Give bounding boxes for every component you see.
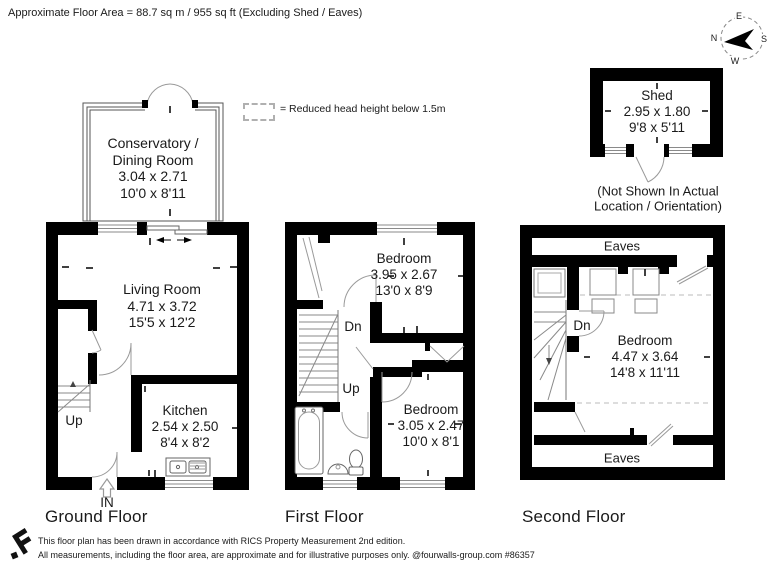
second-floor-stairs-icon (534, 269, 566, 400)
room-size-metric: 2.95 x 1.80 (623, 104, 691, 120)
room-size-metric: 3.95 x 2.67 (370, 267, 438, 283)
room-size-imperial: 9'8 x 5'11 (629, 119, 685, 135)
second-floor-title: Second Floor (522, 507, 626, 526)
room-name: Conservatory / (107, 134, 199, 151)
compass-icon (721, 17, 763, 59)
compass-north-label: N (710, 33, 718, 43)
stairs-up-label-first: Up (342, 381, 360, 397)
entrance-in-label: IN (100, 495, 114, 511)
compass-south-label: S (760, 34, 768, 44)
legend-text: = Reduced head height below 1.5m (280, 103, 446, 115)
conservatory-label (107, 135, 198, 201)
room-size-imperial: 10'0 x 8'1 (402, 433, 460, 449)
room-name: Shed (641, 88, 673, 104)
floor-area-note: Approximate Floor Area = 88.7 sq m / 955 sq ft (Excluding Shed / Eaves) (8, 7, 363, 19)
footer-measurements-note: All measurements, including the floor area, are approximate and for illustrative purposes only. @fourwalls-group.com #86357 (38, 550, 535, 560)
reduced-head-height-swatch (243, 103, 275, 121)
first-floor-title: First Floor (285, 507, 364, 526)
stairs-down-label-first: Dn (344, 319, 362, 335)
bedroom-back-label (398, 402, 465, 450)
room-size-imperial: 10'0 x 8'11 (120, 184, 186, 201)
room-name: Bedroom (376, 251, 432, 267)
room-name: Dining Room (112, 151, 194, 168)
stairs-down-label-second: Dn (573, 318, 591, 334)
bathroom-fixtures (295, 407, 363, 475)
shed-note-line: (Not Shown In Actual (597, 183, 719, 199)
eaves-front-label: Eaves (603, 238, 641, 254)
compass-east-label: E (735, 11, 743, 21)
room-size-imperial: 14'8 x 11'11 (610, 364, 680, 380)
room-size-metric: 4.71 x 3.72 (127, 297, 197, 314)
room-name: Kitchen (162, 403, 208, 419)
ground-floor-title: Ground Floor (45, 507, 148, 526)
shed-note (594, 184, 722, 215)
toilet-icon (350, 450, 363, 468)
ground-floor-walls (46, 222, 249, 490)
shed-note-line: Location / Orientation) (594, 199, 722, 214)
eaves-back-label: Eaves (603, 450, 641, 466)
room-size-imperial: 8'4 x 8'2 (160, 434, 210, 450)
bedroom-front-label (371, 251, 438, 299)
first-floor-stairs-icon (299, 310, 338, 402)
room-size-metric: 3.04 x 2.71 (118, 168, 188, 184)
room-size-imperial: 15'5 x 12'2 (128, 314, 196, 331)
footer-rics-note: This floor plan has been drawn in accordance with RICS Property Measurement 2nd edition. (38, 536, 406, 546)
fourwalls-logo (2, 528, 36, 561)
stairs-up-label-ground: Up (65, 413, 83, 429)
kitchen-label (152, 403, 219, 451)
room-size-imperial: 13'0 x 8'9 (375, 282, 433, 298)
ground-floor-stairs-icon (58, 380, 90, 412)
room-size-metric: 2.54 x 2.50 (151, 419, 219, 435)
velux-window-icons (590, 269, 659, 313)
ground-floor-doors (92, 330, 131, 477)
shed-label (624, 88, 691, 136)
living-room-label (123, 281, 201, 331)
shed-door (636, 157, 664, 182)
room-size-metric: 3.05 x 2.47 (397, 418, 465, 434)
kitchen-sink-icon (166, 458, 210, 476)
compass-west-label: W (730, 56, 740, 66)
room-name: Living Room (123, 281, 201, 298)
room-name: Bedroom (403, 402, 459, 418)
room-name: Bedroom (617, 333, 673, 349)
room-size-metric: 4.47 x 3.64 (611, 349, 679, 365)
bedroom-top-label (610, 333, 680, 381)
